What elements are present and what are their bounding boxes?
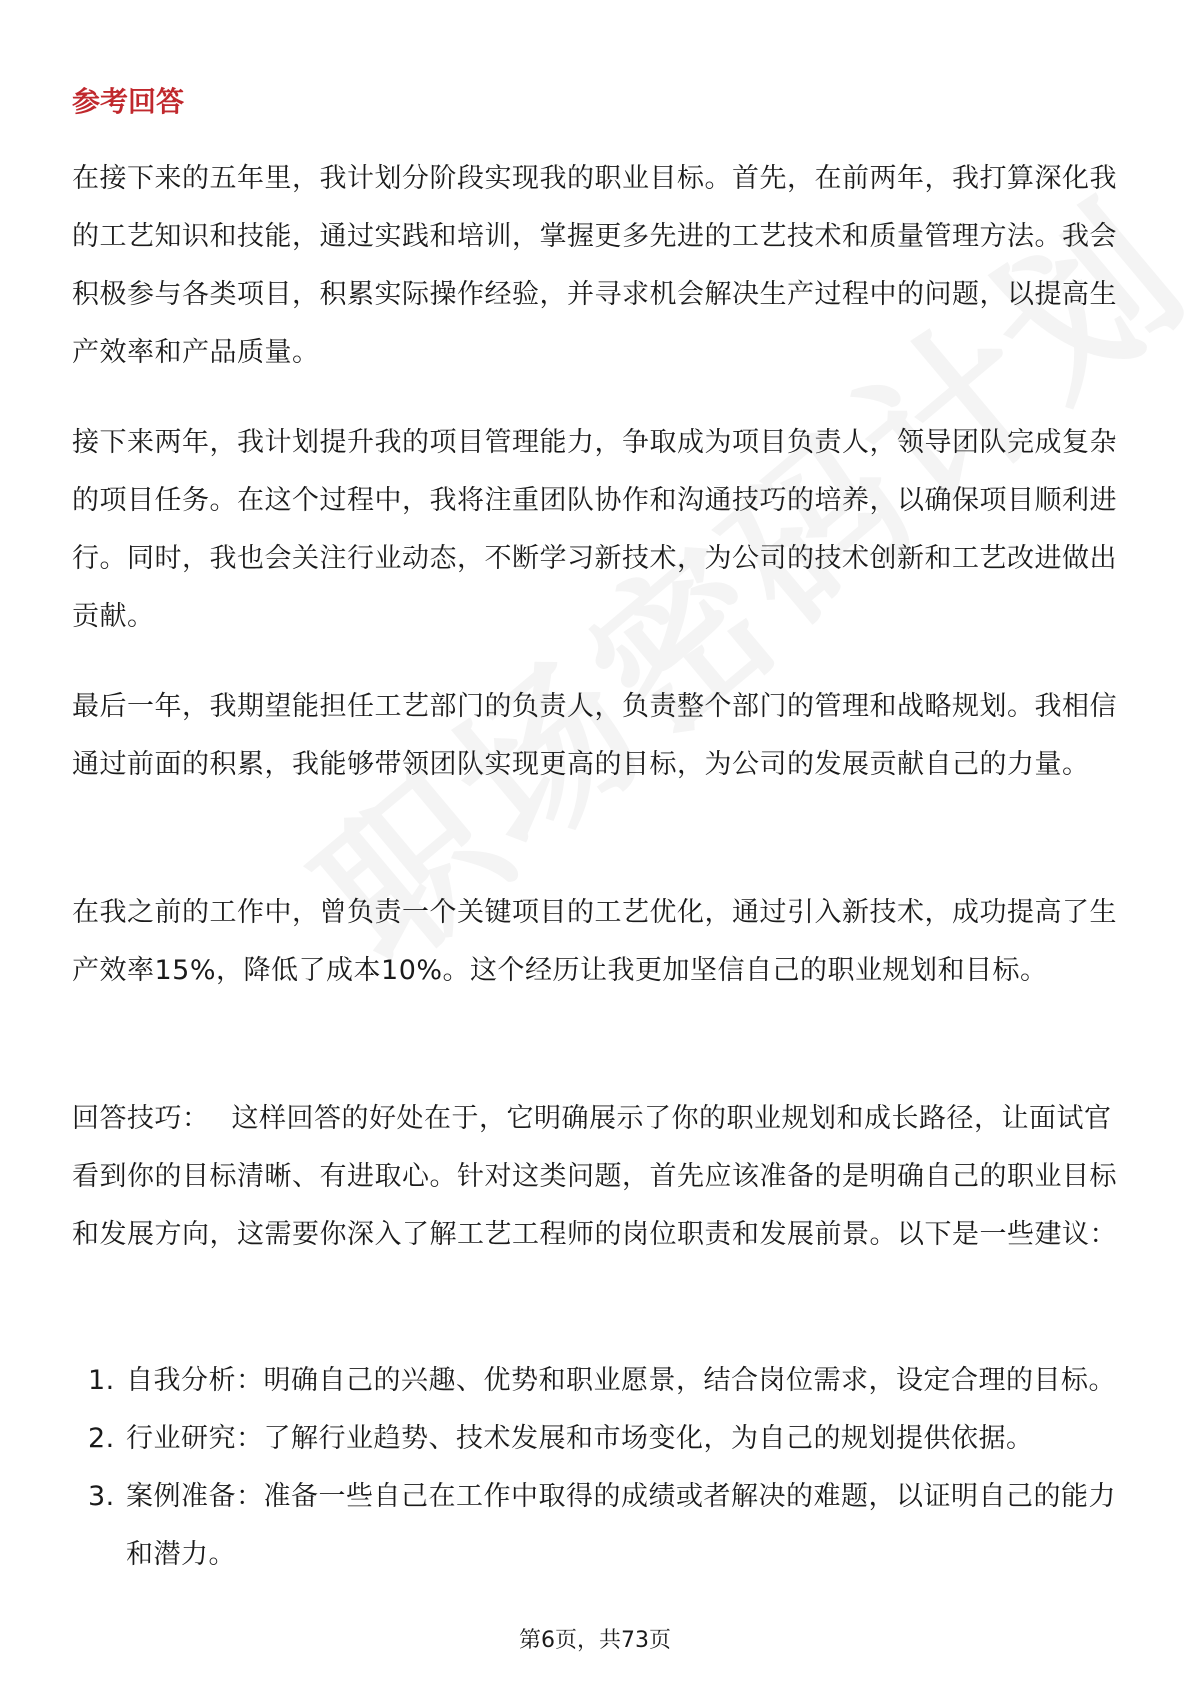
list-item-number: 3. xyxy=(88,1481,115,1512)
list-item xyxy=(72,1352,1118,1410)
tips-label: 回答技巧： xyxy=(72,1103,210,1134)
list-item-text: 行业研究：了解行业趋势、技术发展和市场变化，为自己的规划提供依据。 xyxy=(126,1423,1034,1454)
suggestion-list xyxy=(72,1352,1118,1584)
section-heading: 参考回答 xyxy=(72,85,185,118)
list-item xyxy=(72,1410,1118,1468)
answer-paragraph-3: 最后一年，我期望能担任工艺部门的负责人，负责整个部门的管理和战略规划。我相信通过前面的积累，我能够带领团队实现更高的目标，为公司的发展贡献自己的力量。 xyxy=(72,691,1117,780)
list-item-text: 案例准备：准备一些自己在工作中取得的成绩或者解决的难题，以证明自己的能力和潜力。 xyxy=(126,1481,1116,1570)
answer-paragraph-2: 接下来两年，我计划提升我的项目管理能力，争取成为项目负责人，领导团队完成复杂的项目任务。在这个过程中，我将注重团队协作和沟通技巧的培养，以确保项目顺利进行。同时，我也会关注行业动态，不断学习新技术，为公司的技术创新和工艺改进做出贡献。 xyxy=(72,427,1117,632)
document-page xyxy=(72,0,1118,1684)
list-item-text: 自我分析：明确自己的兴趣、优势和职业愿景，结合岗位需求，设定合理的目标。 xyxy=(126,1365,1116,1396)
tips-text: 这样回答的好处在于，它明确展示了你的职业规划和成长路径，让面试官看到你的目标清晰、有进取心。针对这类问题，首先应该准备的是明确自己的职业目标和发展方向，这需要你深入了解工艺工程师的岗位职责和发展前景。以下是一些建议： xyxy=(72,1103,1117,1250)
answer-paragraph-4: 在我之前的工作中，曾负责一个关键项目的工艺优化，通过引入新技术，成功提高了生产效率15%，降低了成本10%。这个经历让我更加坚信自己的职业规划和目标。 xyxy=(72,897,1117,986)
list-item xyxy=(72,1468,1118,1584)
list-item-number: 1. xyxy=(88,1365,115,1396)
tips-paragraph xyxy=(72,1090,1118,1264)
page-footer: 第6页，共73页 xyxy=(519,1628,671,1653)
answer-paragraph-1: 在接下来的五年里，我计划分阶段实现我的职业目标。首先，在前两年，我打算深化我的工艺知识和技能，通过实践和培训，掌握更多先进的工艺技术和质量管理方法。我会积极参与各类项目，积累实际操作经验，并寻求机会解决生产过程中的问题，以提高生产效率和产品质量。 xyxy=(72,163,1117,368)
list-item-number: 2. xyxy=(88,1423,115,1454)
